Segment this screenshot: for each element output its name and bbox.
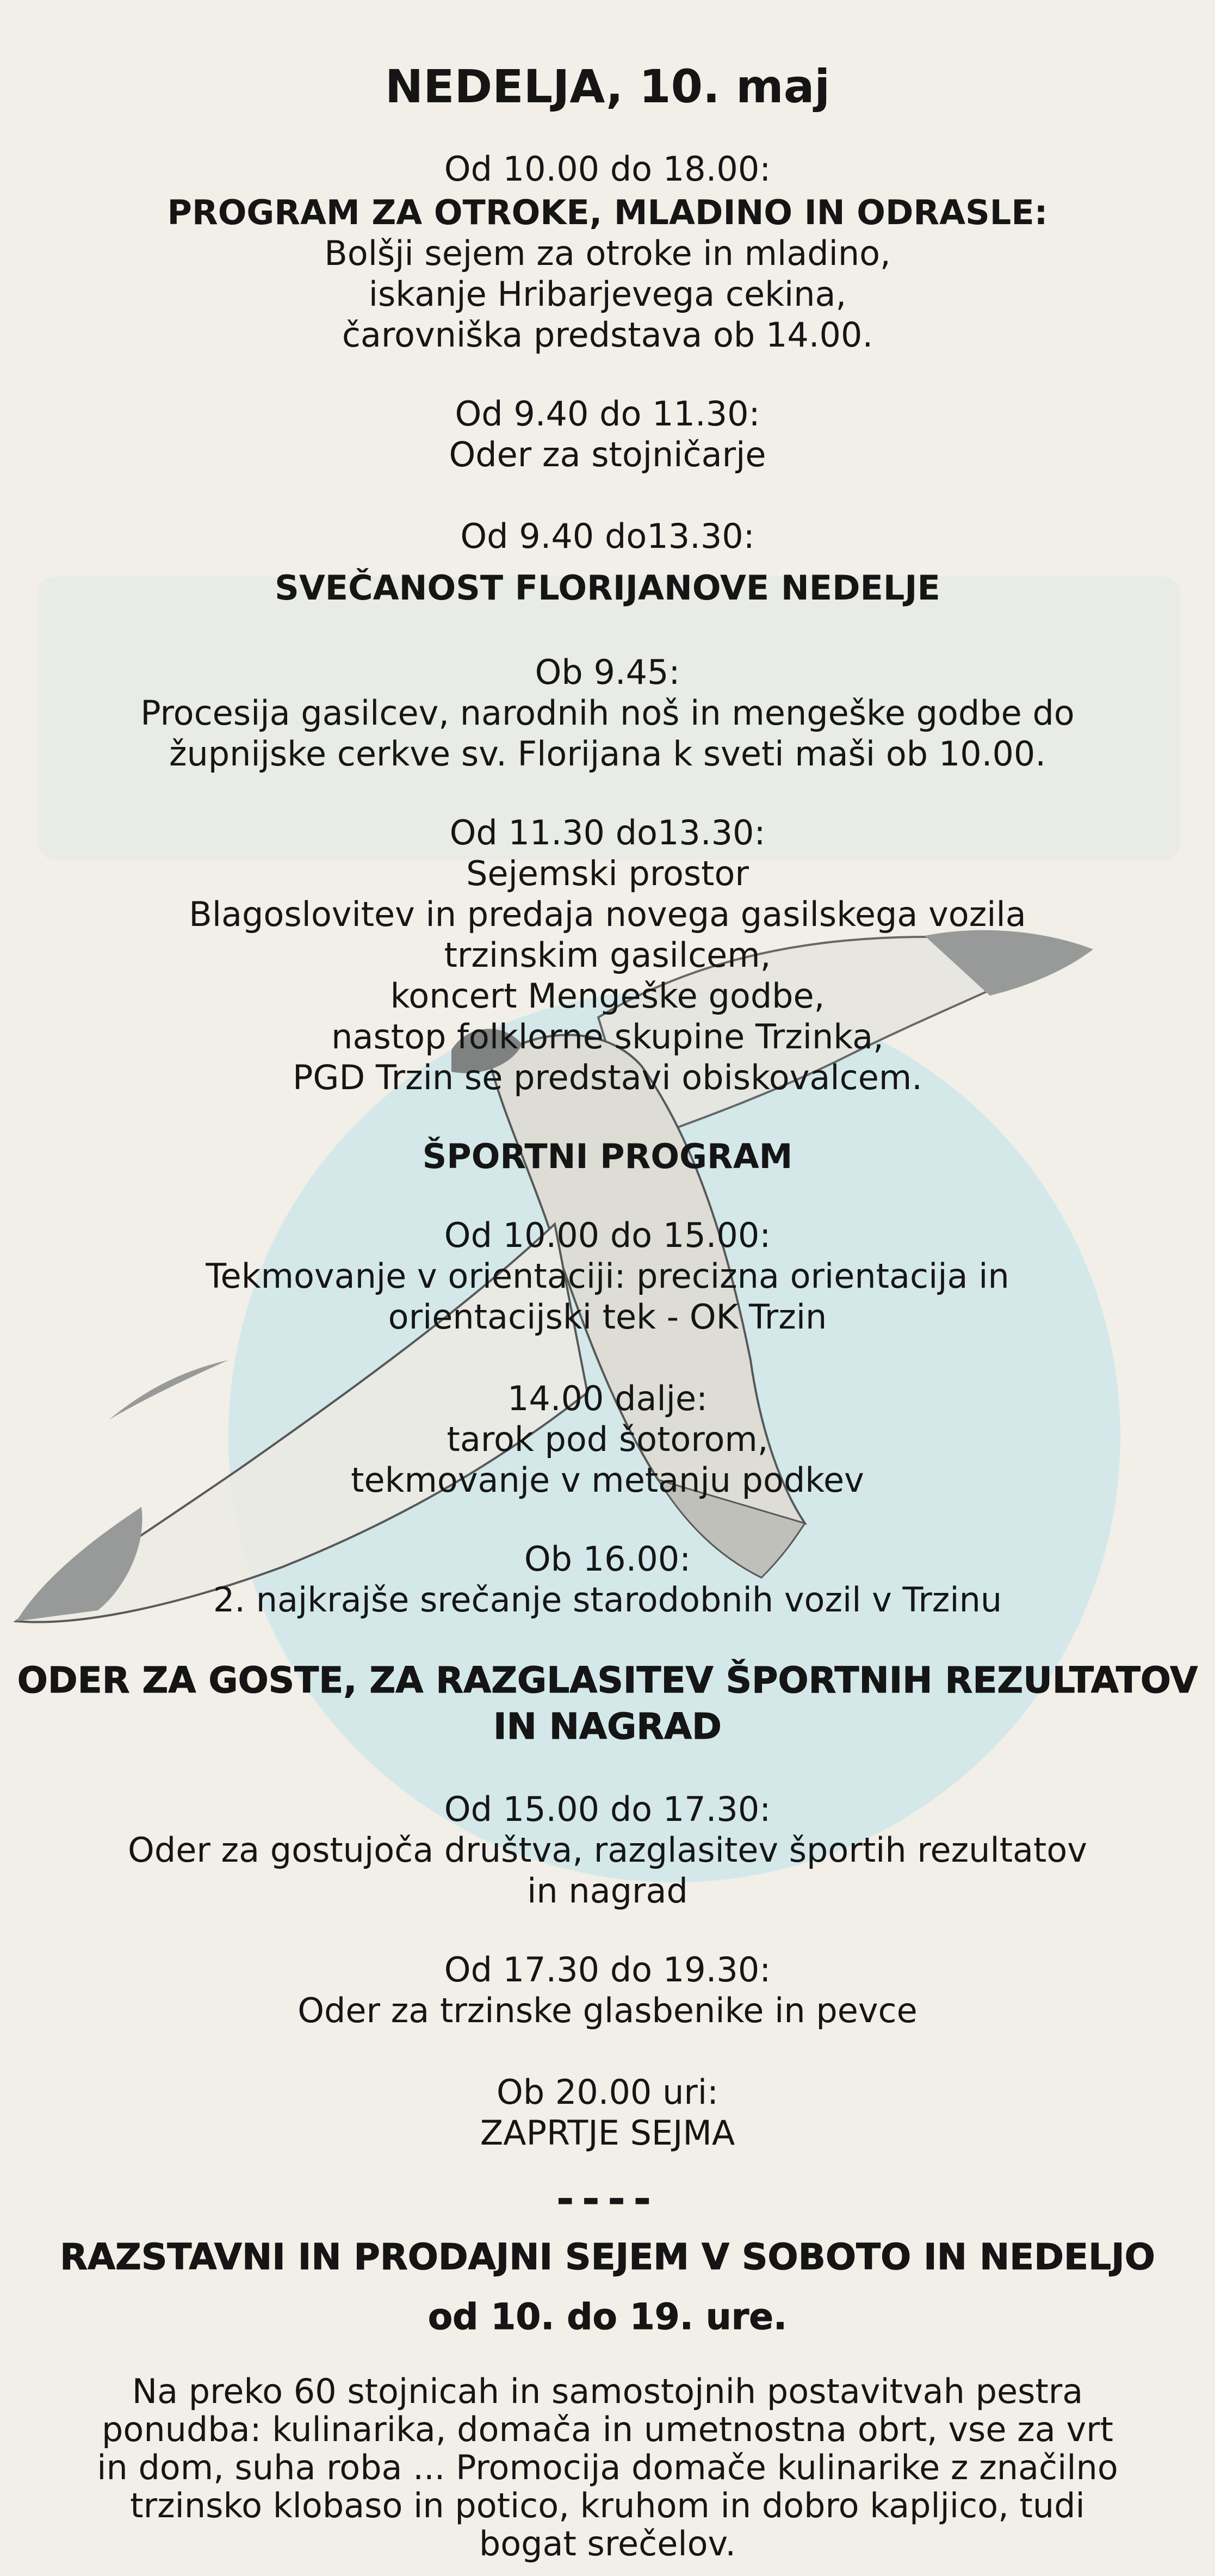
section-heading: SVEČANOST FLORIJANOVE NEDELJE: [275, 568, 940, 608]
section-time: Od 9.40 do13.30:: [460, 516, 755, 556]
section-line: nastop folklorne skupine Trzinka,: [331, 1017, 884, 1057]
fair-line: Na preko 60 stojnicah in samostojnih postavitvah pestra: [132, 2371, 1083, 2411]
section-time: Ob 9.45:: [535, 652, 680, 692]
section-line: ZAPRTJE SEJMA: [480, 2113, 735, 2153]
section-line: 2. najkrajše srečanje starodobnih vozil v Trzinu: [213, 1580, 1002, 1620]
section-heading: ODER ZA GOSTE, ZA RAZGLASITEV ŠPORTNIH REZULTATOV: [17, 1659, 1198, 1701]
section-line: in nagrad: [527, 1871, 688, 1911]
section-line: župnijske cerkve sv. Florijana k sveti maši ob 10.00.: [169, 734, 1046, 774]
section-heading: IN NAGRAD: [493, 1706, 722, 1747]
section-time: Od 11.30 do13.30:: [449, 813, 766, 853]
page-title: NEDELJA, 10. maj: [385, 60, 830, 113]
section-time: Od 17.30 do 19.30:: [444, 1950, 771, 1990]
fair-hours: od 10. do 19. ure.: [427, 2296, 788, 2338]
section-line: orientacijski tek - OK Trzin: [388, 1297, 827, 1337]
section-time: Od 9.40 do 11.30:: [455, 394, 760, 434]
section-line: trzinskim gasilcem,: [444, 935, 771, 975]
section-heading: PROGRAM ZA OTROKE, MLADINO IN ODRASLE:: [167, 193, 1048, 232]
section-line: tarok pod šotorom,: [447, 1419, 768, 1459]
fair-line: ponudba: kulinarika, domača in umetnostna obrt, vse za vrt: [102, 2410, 1113, 2449]
section-line: PGD Trzin se predstavi obiskovalcem.: [293, 1058, 922, 1097]
section-line: Tekmovanje v orientaciji: precizna orientacija in: [206, 1256, 1009, 1296]
section-time: Od 10.00 do 18.00:: [444, 149, 771, 189]
section-heading: ŠPORTNI PROGRAM: [422, 1136, 793, 1176]
section-time: Od 10.00 do 15.00:: [444, 1215, 771, 1255]
fair-line: trzinsko klobaso in potico, kruhom in dobro kapljico, tudi: [130, 2486, 1085, 2525]
section-time: Od 15.00 do 17.30:: [444, 1789, 771, 1829]
section-time: 14.00 dalje:: [507, 1379, 708, 1418]
section-line: Oder za trzinske glasbenike in pevce: [297, 1991, 918, 2030]
section-line: čarovniška predstava ob 14.00.: [342, 315, 873, 355]
section-time: Ob 20.00 uri:: [497, 2072, 718, 2112]
section-line: koncert Mengeške godbe,: [390, 976, 825, 1016]
section-line: Blagoslovitev in predaja novega gasilskega vozila: [189, 894, 1026, 934]
section-line: Procesija gasilcev, narodnih noš in mengeške godbe do: [140, 693, 1075, 733]
section-line: Oder za gostujoča društva, razglasitev športih rezultatov: [128, 1830, 1087, 1870]
fair-title: RAZSTAVNI IN PRODAJNI SEJEM V SOBOTO IN NEDELJO: [60, 2236, 1155, 2278]
section-line: Bolšji sejem za otroke in mladino,: [324, 233, 891, 273]
section-line: Oder za stojničarje: [449, 435, 766, 474]
fair-line: bogat srečelov.: [479, 2524, 736, 2563]
section-line: Sejemski prostor: [466, 854, 749, 893]
section-time: Ob 16.00:: [524, 1539, 691, 1579]
fair-line: in dom, suha roba ... Promocija domače kulinarike z značilno: [97, 2448, 1118, 2487]
section-line: tekmovanje v metanju podkev: [351, 1460, 864, 1500]
divider: ----: [556, 2173, 659, 2224]
section-line: iskanje Hribarjevega cekina,: [368, 274, 847, 314]
